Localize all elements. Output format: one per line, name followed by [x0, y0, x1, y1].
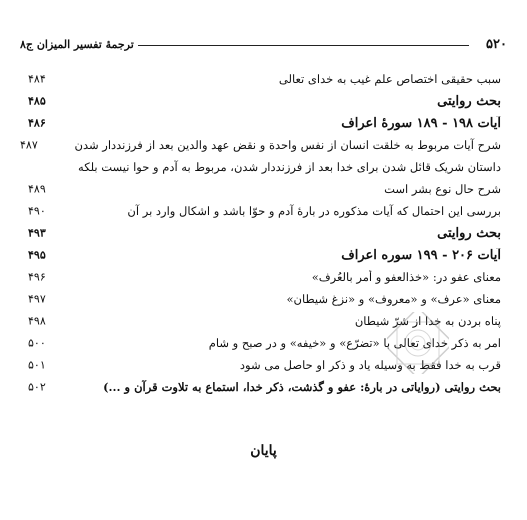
toc-page-number: ۴۸۵ [28, 94, 46, 108]
toc-row [20, 244, 507, 266]
toc-row [20, 376, 507, 398]
toc-page-number: ۵۰۱ [28, 358, 46, 372]
toc-page-number: ۴۹۳ [28, 226, 46, 240]
toc-page-number: ۵۰۲ [28, 380, 46, 394]
toc-entry-text: بررسی این احتمال که آیات مذکوره در بارهٔ آدم و حوّا باشد و اشکال وارد بر آن [127, 204, 501, 218]
toc-row [20, 178, 507, 200]
toc-row [20, 222, 507, 244]
toc-page-number: ۴۸۶ [28, 116, 46, 130]
library-stamp-icon [387, 312, 449, 374]
toc-page-number: ۴۹۶ [28, 270, 46, 284]
toc-page-number: ۴۹۵ [28, 248, 46, 262]
toc-entry-text: قرب به خدا فقط به وسیله یاد و ذکر او حاصل می شود [239, 358, 501, 372]
toc-entry-text: امر به ذکر خدای تعالی با «تضرّع» و «خیفه» و در صبح و شام [208, 336, 501, 350]
toc-page-number: ۴۸۹ [28, 182, 46, 196]
toc-entry-text: بحث روایتی [437, 93, 501, 109]
header-rule [138, 45, 469, 46]
page-number: ۵۲۰ [486, 37, 507, 52]
toc-entry-text: سبب حقیقی اختصاص علم غیب به خدای تعالی [278, 72, 501, 86]
toc-row [20, 156, 507, 178]
toc-row [20, 68, 507, 90]
toc-page-number: ۴۹۸ [28, 314, 46, 328]
toc-row [20, 200, 507, 222]
toc-entry-text: بحث روایتی (روایاتی در بارهٔ: عفو و گذشت، ذکر خدا، استماع به تلاوت قرآن و ...) [103, 380, 501, 394]
toc-entry-text: معنای عفو در: «خذالعفو و أمر بالعُرف» [311, 270, 501, 284]
toc-page-number: ۴۹۷ [28, 292, 46, 306]
toc-entry-text: آیات ۲۰۶ - ۱۹۹ سوره اعراف [341, 247, 501, 263]
toc-row [20, 288, 507, 310]
toc-entry-text: شرح حال نوع بشر است [384, 182, 501, 196]
toc-row [20, 134, 507, 156]
toc-entry-text: پناه بردن به خدا از شرّ شیطان [354, 314, 501, 328]
toc-entry-text: داستان شریک قائل شدن برای خدا بعد از فرزنددار شدن، مربوط به آدم و حوا نیست بلکه [78, 160, 501, 174]
running-title: ترجمهٔ تفسیر المیزان ج۸ [20, 38, 134, 51]
toc-page-number: ۴۸۴ [28, 72, 46, 86]
page-header [20, 37, 507, 57]
toc-entry-text: شرح آیات مربوط به خلقت انسان از نفس واحدة و نقض عهد والدین بعد از فرزنددار شدن [74, 138, 501, 152]
toc-row [20, 266, 507, 288]
end-marker: پایان [250, 443, 277, 459]
toc-row [20, 90, 507, 112]
toc-row [20, 112, 507, 134]
toc-page-number: ۴۹۰ [28, 204, 46, 218]
toc-entry-text: بحث روایتی [437, 225, 501, 241]
toc-entry-text: معنای «عرف» و «معروف» و «نزغ شیطان» [286, 292, 501, 306]
toc-entry-text: آیات ۱۹۸ - ۱۸۹ سورهٔ اعراف [341, 115, 501, 131]
toc-page-number: ۵۰۰ [28, 336, 46, 350]
toc-page-number: ۴۸۷ [20, 138, 38, 152]
